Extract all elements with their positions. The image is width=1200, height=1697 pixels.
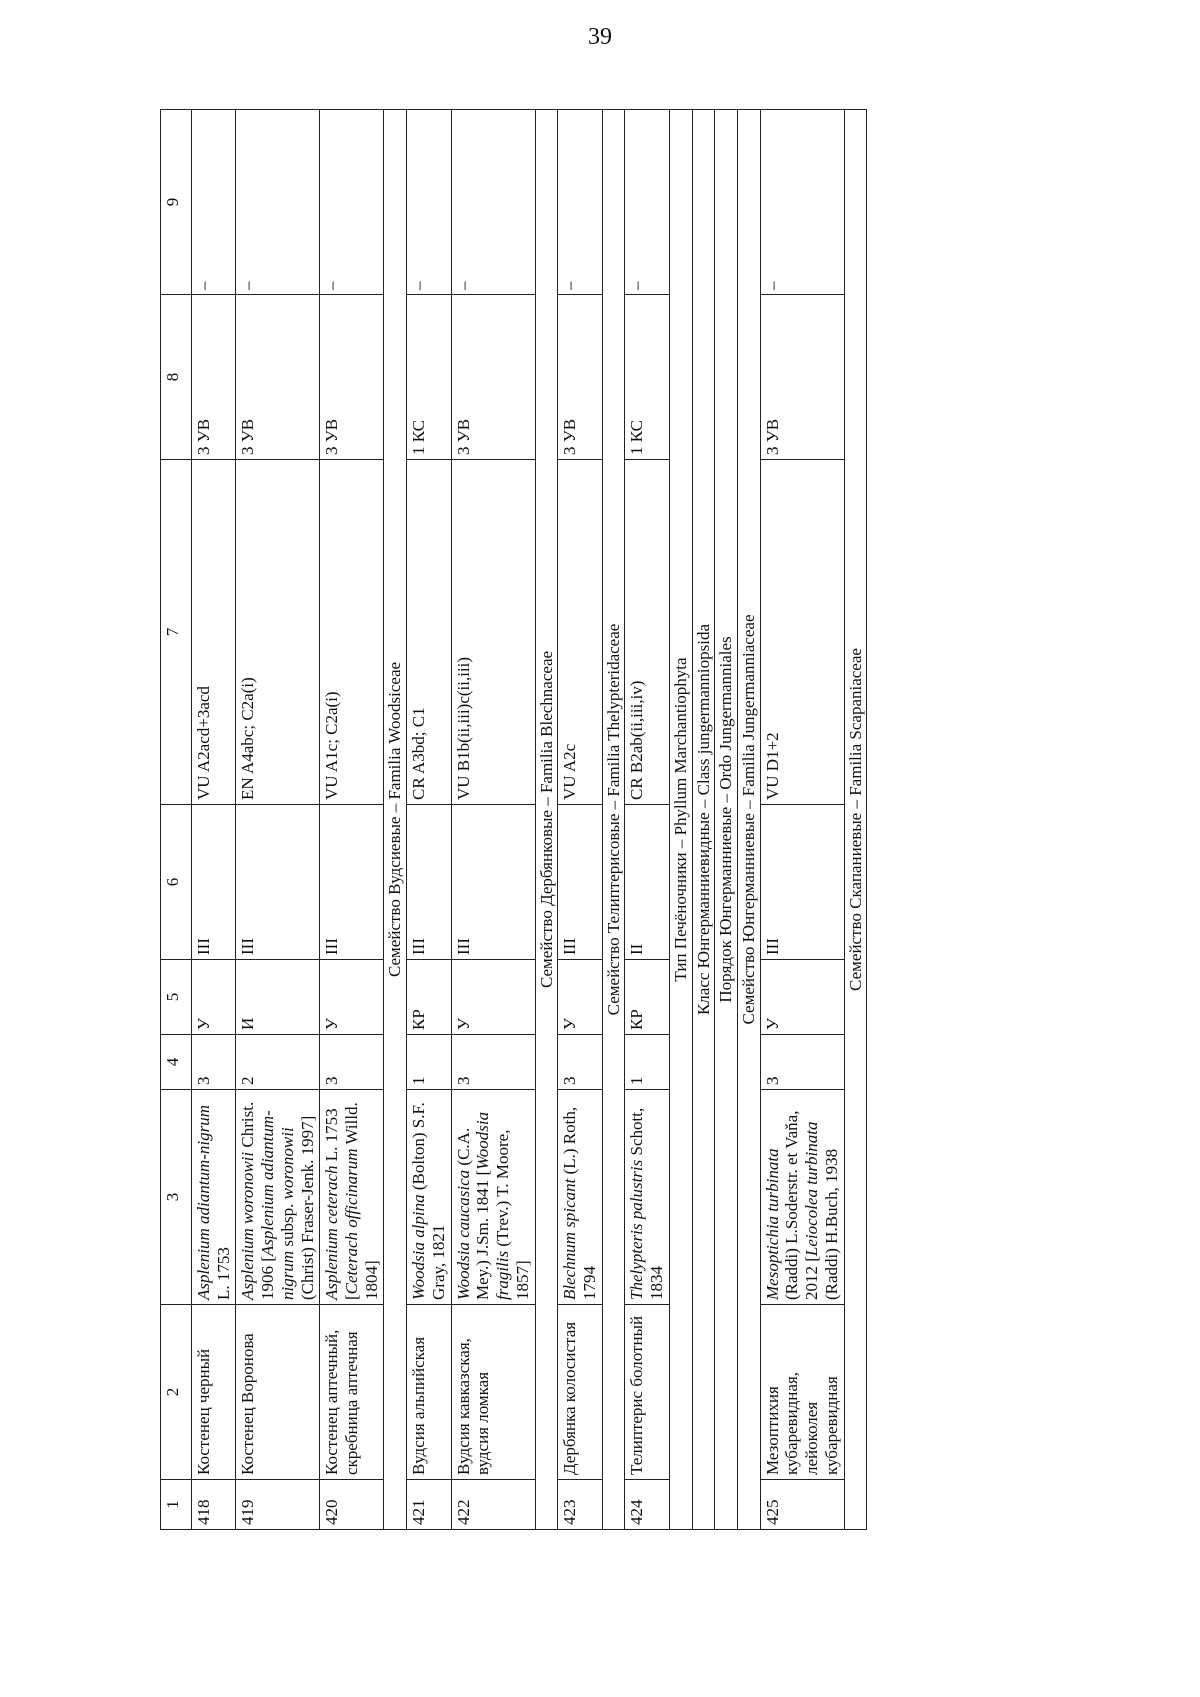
latin-name xyxy=(236,1090,320,1305)
category-number: 2 xyxy=(236,1035,320,1090)
family-heading: Порядок Юнгерманниевые – Ordo Jungermanniales xyxy=(715,110,738,1530)
latin-italic-part: Asplenium adiantum-nigrum xyxy=(258,1110,297,1300)
latin-plain-part: Willd. 1804] xyxy=(342,1102,381,1300)
note: – xyxy=(760,110,844,295)
family-row xyxy=(692,110,715,1530)
priority: III xyxy=(236,805,320,960)
row-number: 421 xyxy=(407,1480,451,1530)
category-code: У xyxy=(451,960,535,1035)
family-heading: Тип Печёночники – Phyllum Marchantiophyta xyxy=(669,110,692,1530)
russian-name: Костенец черный xyxy=(192,1305,236,1480)
iucn-criteria: VU D1+2 xyxy=(760,460,844,805)
note: – xyxy=(625,110,669,295)
category-code: У xyxy=(760,960,844,1035)
russian-name: Вудсия кавказская, вудсия ломкая xyxy=(451,1305,535,1480)
category-number: 1 xyxy=(407,1035,451,1090)
latin-italic-part: Blechnum spicant xyxy=(560,1178,580,1300)
iucn-criteria: VU A2c xyxy=(558,460,602,805)
family-row xyxy=(602,110,625,1530)
column-header-2: 2 xyxy=(161,1305,192,1480)
latin-italic-part: woronowii xyxy=(277,1127,297,1200)
latin-name xyxy=(625,1090,669,1305)
table-row xyxy=(760,110,844,1530)
priority: III xyxy=(760,805,844,960)
column-header-5: 5 xyxy=(161,960,192,1035)
priority: III xyxy=(320,805,384,960)
row-number: 424 xyxy=(625,1480,669,1530)
category-number: 3 xyxy=(558,1035,602,1090)
russian-name: Дербянка колосистая xyxy=(558,1305,602,1480)
family-row xyxy=(737,110,760,1530)
russian-name: Костенец Воронова xyxy=(236,1305,320,1480)
rotated-table-container xyxy=(160,110,1120,1530)
status: 3 УВ xyxy=(760,295,844,460)
note: – xyxy=(320,110,384,295)
note: – xyxy=(236,110,320,295)
table-row xyxy=(407,110,451,1530)
russian-name: Вудсия альпийская xyxy=(407,1305,451,1480)
column-header-9: 9 xyxy=(161,110,192,295)
iucn-criteria: CR A3bd; C1 xyxy=(407,460,451,805)
priority: III xyxy=(558,805,602,960)
category-code: У xyxy=(320,960,384,1035)
latin-italic-part: Thelypteris palustris xyxy=(627,1159,647,1300)
note: – xyxy=(407,110,451,295)
row-number: 425 xyxy=(760,1480,844,1530)
table-row xyxy=(625,110,669,1530)
latin-italic-part: Ceterach officinarum xyxy=(342,1148,362,1295)
latin-plain-part: (C.A. Mey.) J.Sm. 1841 [ xyxy=(453,1127,493,1300)
russian-name: Костенец аптечный, скребница аптечная xyxy=(320,1305,384,1480)
priority: II xyxy=(625,805,669,960)
red-book-species-table xyxy=(160,109,867,1530)
category-code: У xyxy=(192,960,236,1035)
category-code: И xyxy=(236,960,320,1035)
column-header-3: 3 xyxy=(161,1090,192,1305)
note: – xyxy=(451,110,535,295)
latin-italic-part: Woodsia caucasica xyxy=(453,1169,473,1300)
priority: III xyxy=(451,805,535,960)
latin-plain-part: L. 1753 xyxy=(213,1247,233,1300)
status: 3 УВ xyxy=(558,295,602,460)
row-number: 422 xyxy=(451,1480,535,1530)
latin-plain-part: subsp. xyxy=(277,1199,297,1251)
latin-name xyxy=(192,1090,236,1305)
column-header-1: 1 xyxy=(161,1480,192,1530)
category-number: 3 xyxy=(320,1035,384,1090)
latin-italic-part: Woodsia fragilis xyxy=(473,1111,513,1300)
column-header-4: 4 xyxy=(161,1035,192,1090)
status: 3 УВ xyxy=(451,295,535,460)
latin-name xyxy=(760,1090,844,1305)
family-row xyxy=(384,110,407,1530)
category-code: У xyxy=(558,960,602,1035)
category-code: КР xyxy=(407,960,451,1035)
column-header-7: 7 xyxy=(161,460,192,805)
table-row xyxy=(451,110,535,1530)
category-code: КР xyxy=(625,960,669,1035)
iucn-criteria: VU A1c; C2a(i) xyxy=(320,460,384,805)
column-header-6: 6 xyxy=(161,805,192,960)
family-row xyxy=(715,110,738,1530)
row-number: 419 xyxy=(236,1480,320,1530)
row-number: 420 xyxy=(320,1480,384,1530)
latin-plain-part: (Trev.) T. Moore, 1857] xyxy=(493,1129,532,1300)
category-number: 3 xyxy=(451,1035,535,1090)
russian-name: Мезоптихия кубаревидная, лейоколея кубаревидная xyxy=(760,1305,844,1480)
latin-name xyxy=(558,1090,602,1305)
latin-name xyxy=(451,1090,535,1305)
family-row xyxy=(844,110,867,1530)
page-number: 39 xyxy=(588,24,612,50)
latin-plain-part: L. 1753 [ xyxy=(322,1108,362,1300)
iucn-criteria: CR B2ab(ii,iii,iv) xyxy=(625,460,669,805)
document-table-area xyxy=(160,110,1120,1530)
latin-plain-part: (Raddi) H.Buch, 1938 xyxy=(821,1148,841,1300)
status: 3 УВ xyxy=(320,295,384,460)
family-heading: Семейство Юнгерманниевые – Familia Jungermanniaceae xyxy=(737,110,760,1530)
priority: III xyxy=(407,805,451,960)
family-heading: Семейство Телиптерисовые – Familia Thelypteridaceae xyxy=(602,110,625,1530)
latin-plain-part: Christ. 1906 [ xyxy=(238,1101,278,1300)
latin-italic-part: Mesoptichia turbinata xyxy=(762,1148,782,1300)
latin-plain-part: (L.) Roth, 1794 xyxy=(560,1106,599,1300)
latin-italic-part: Woodsia alpina xyxy=(409,1194,429,1300)
latin-name xyxy=(407,1090,451,1305)
status: 3 УВ xyxy=(192,295,236,460)
category-number: 1 xyxy=(625,1035,669,1090)
category-number: 3 xyxy=(192,1035,236,1090)
latin-italic-part: Leiocolea turbinata xyxy=(802,1121,822,1257)
iucn-criteria: EN A4abc; C2a(i) xyxy=(236,460,320,805)
priority: III xyxy=(192,805,236,960)
status: 1 КС xyxy=(625,295,669,460)
table-row xyxy=(236,110,320,1530)
note: – xyxy=(558,110,602,295)
table-row xyxy=(320,110,384,1530)
family-heading: Семейство Вудсиевые – Familia Woodsiceae xyxy=(384,110,407,1530)
header-row xyxy=(161,110,192,1530)
family-heading: Семейство Дербянковые – Familia Blechnaceae xyxy=(535,110,558,1530)
latin-italic-part: Asplenium adiantum-nigrum xyxy=(194,1104,213,1300)
family-row xyxy=(669,110,692,1530)
family-row xyxy=(535,110,558,1530)
family-heading: Класс Юнгерманниевидные – Class jungermanniopsida xyxy=(692,110,715,1530)
table-body xyxy=(161,110,867,1530)
latin-plain-part: (Raddi) L.Soderstr. et Vaňa, 2012 [ xyxy=(782,1110,822,1300)
row-number: 423 xyxy=(558,1480,602,1530)
family-heading: Семейство Скапаниевые – Familia Scapaniaceae xyxy=(844,110,867,1530)
latin-plain-part: (Christ) Fraser-Jenk. 1997] xyxy=(297,1115,317,1300)
latin-plain-part: Schott, 1834 xyxy=(627,1107,667,1300)
note: – xyxy=(192,110,236,295)
column-header-8: 8 xyxy=(161,295,192,460)
table-row xyxy=(192,110,236,1530)
latin-name xyxy=(320,1090,384,1305)
row-number: 418 xyxy=(192,1480,236,1530)
iucn-criteria: VU B1b(ii,iii)c(ii,iii) xyxy=(451,460,535,805)
status: 1 КС xyxy=(407,295,451,460)
category-number: 3 xyxy=(760,1035,844,1090)
latin-plain-part: (Bolton) S.F. Gray, 1821 xyxy=(409,1102,448,1300)
table-row xyxy=(558,110,602,1530)
status: 3 УВ xyxy=(236,295,320,460)
iucn-criteria: VU A2acd+3acd xyxy=(192,460,236,805)
latin-italic-part: Asplenium ceterach xyxy=(322,1165,342,1300)
russian-name: Телиптерис болотный xyxy=(625,1305,669,1480)
latin-italic-part: Asplenium woronowii xyxy=(238,1151,258,1300)
